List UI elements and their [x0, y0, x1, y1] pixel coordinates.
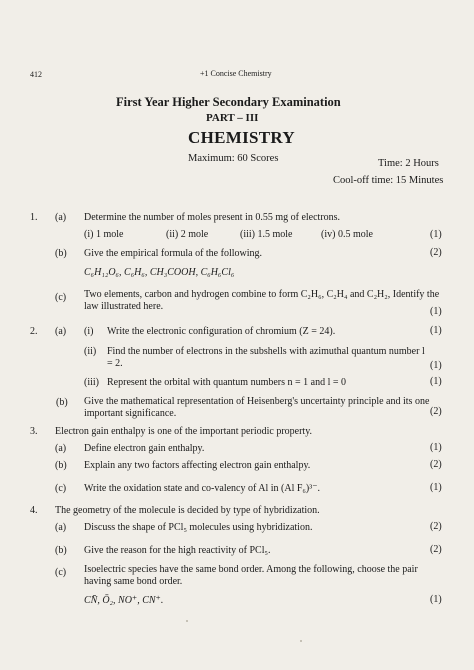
mark: (1): [430, 376, 442, 387]
part-label: (a): [55, 522, 67, 533]
question-number: 2.: [30, 326, 38, 337]
exam-part: PART – III: [206, 112, 259, 124]
mark: (1): [430, 594, 442, 605]
question-text: Two elements, carbon and hydrogen combine to form C₂H₆, C₂H₄ and C₂H₂, Identify the law illustrated here.: [84, 289, 440, 312]
mark: (2): [430, 247, 442, 258]
running-title: +1 Concise Chemistry: [200, 69, 272, 78]
exam-time: Time: 2 Hours: [378, 158, 439, 169]
subpart-label: (ii): [84, 346, 97, 357]
question-number: 4.: [30, 505, 38, 516]
question-text: Discuss the shape of PCl₅ molecules using hybridization.: [84, 522, 313, 533]
mark: (1): [430, 306, 442, 317]
option: (iii) 1.5 mole: [240, 229, 293, 240]
cool-off-time: Cool-off time: 15 Minutes: [333, 175, 444, 186]
part-label: (c): [55, 567, 67, 578]
formula-list: C₆H₁₂O₆, C₆H₆, CH₃COOH, C₆H₆Cl₆: [84, 267, 235, 278]
part-label: (c): [55, 483, 67, 494]
question-text: Explain any two factors affecting electron gain enthalpy.: [84, 460, 311, 471]
part-label: (a): [55, 443, 67, 454]
mark: (1): [430, 442, 442, 453]
subpart-label: (i): [84, 326, 94, 337]
mark: (1): [430, 325, 442, 336]
question-text: Find the number of electrons in the subshells with azimuthal quantum number l = 2.: [107, 346, 425, 369]
mark: (2): [430, 459, 442, 470]
option: (i) 1 mole: [84, 229, 124, 240]
subpart-label: (iii): [84, 377, 99, 388]
question-number: 1.: [30, 212, 38, 223]
question-text: Write the oxidation state and co-valency of Al in (Al F₆)³⁻.: [84, 483, 321, 494]
option: (iv) 0.5 mole: [321, 229, 373, 240]
part-label: (a): [55, 212, 67, 223]
question-text: Determine the number of moles present in 0.55 mg of electrons.: [84, 212, 341, 223]
mark: (2): [430, 544, 442, 555]
mark: (2): [430, 521, 442, 532]
mark: (1): [430, 360, 442, 371]
exam-subject: CHEMISTRY: [188, 128, 295, 147]
question-text: Represent the orbital with quantum numbers n = 1 and l = 0: [107, 377, 347, 388]
question-text: Write the electronic configuration of chromium (Z = 24).: [107, 326, 336, 337]
part-label: (b): [56, 397, 68, 408]
page-number: 412: [30, 70, 42, 79]
mark: (2): [430, 406, 442, 417]
question-text: Give the mathematical representation of Heisenberg's uncertainty principle and its one important significance.: [84, 396, 430, 419]
formula-list: CN̄, Ō₂, NO⁺, CN⁺.: [84, 595, 164, 606]
part-label: (b): [55, 248, 67, 259]
exam-title: First Year Higher Secondary Examination: [116, 95, 341, 109]
question-stem: Electron gain enthalpy is one of the important periodic property.: [55, 426, 313, 437]
part-label: (b): [55, 460, 67, 471]
option: (ii) 2 mole: [166, 229, 209, 240]
question-text: Define electron gain enthalpy.: [84, 443, 205, 454]
scan-speck: [300, 640, 302, 642]
part-label: (a): [55, 326, 67, 337]
max-scores: Maximum: 60 Scores: [188, 153, 279, 164]
part-label: (c): [55, 292, 67, 303]
mark: (1): [430, 229, 442, 240]
part-label: (b): [55, 545, 67, 556]
question-stem: The geometry of the molecule is decided by type of hybridization.: [55, 505, 320, 516]
question-text: Give the reason for the high reactivity of PCl₅.: [84, 545, 271, 556]
question-number: 3.: [30, 426, 38, 437]
mark: (1): [430, 482, 442, 493]
question-text: Isoelectric species have the same bond order. Among the following, choose the pair having same bond order.: [84, 564, 418, 587]
scan-speck: [186, 620, 188, 622]
question-text: Give the empirical formula of the following.: [84, 248, 263, 259]
